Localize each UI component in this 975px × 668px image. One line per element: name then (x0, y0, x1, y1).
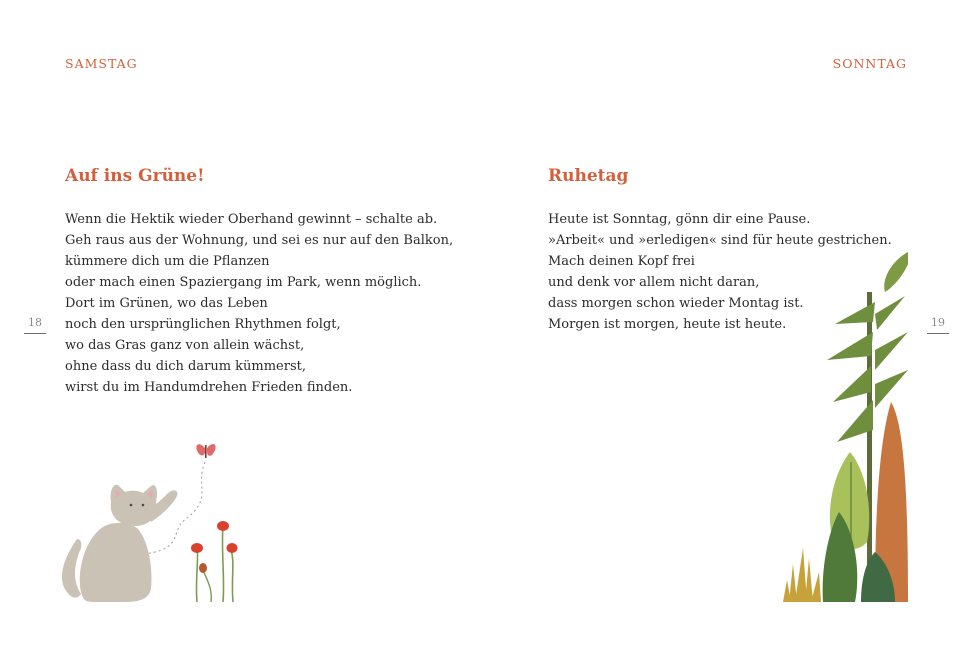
left-day-heading: SAMSTAG (65, 56, 138, 71)
poem-line: Mach deinen Kopf frei (548, 254, 695, 269)
poppies-icon (191, 521, 238, 602)
cat-icon (62, 485, 177, 602)
page-number-left: 18 (24, 316, 46, 334)
cat-illustration (55, 430, 255, 605)
poem-line: wirst du im Handumdrehen Frieden finden. (65, 380, 353, 395)
poem-line: Morgen ist morgen, heute ist heute. (548, 317, 787, 332)
poem-line: Heute ist Sonntag, gönn dir eine Pause. (548, 212, 811, 227)
trees-illustration (775, 252, 908, 602)
poem-line: und denk vor allem nicht daran, (548, 275, 760, 290)
poem-line: »Arbeit« und »erledigen« sind für heute gestrichen. (548, 233, 892, 248)
poem-line: dass morgen schon wieder Montag ist. (548, 296, 804, 311)
butterfly-icon (196, 444, 215, 458)
poem-line: Wenn die Hektik wieder Oberhand gewinnt – schalte ab. (65, 212, 438, 227)
left-poem-title: Auf ins Grüne! (65, 166, 205, 186)
poem-line: Geh raus aus der Wohnung, und sei es nur auf den Balkon, (65, 233, 454, 248)
poem-line: kümmere dich um die Pflanzen (65, 254, 270, 269)
poem-line: ohne dass du dich darum kümmerst, (65, 359, 306, 374)
poem-line: oder mach einen Spaziergang im Park, wenn möglich. (65, 275, 422, 290)
left-poem-text (65, 209, 453, 398)
poem-line: wo das Gras ganz von allein wächst, (65, 338, 305, 353)
poem-line: noch den ursprünglichen Rhythmen folgt, (65, 317, 341, 332)
grass-icon (783, 548, 821, 602)
page-number-right: 19 (927, 316, 949, 334)
right-poem-title: Ruhetag (548, 166, 629, 186)
poem-line: Dort im Grünen, wo das Leben (65, 296, 268, 311)
right-day-heading: SONNTAG (832, 56, 907, 71)
leaf-icon (884, 252, 908, 292)
